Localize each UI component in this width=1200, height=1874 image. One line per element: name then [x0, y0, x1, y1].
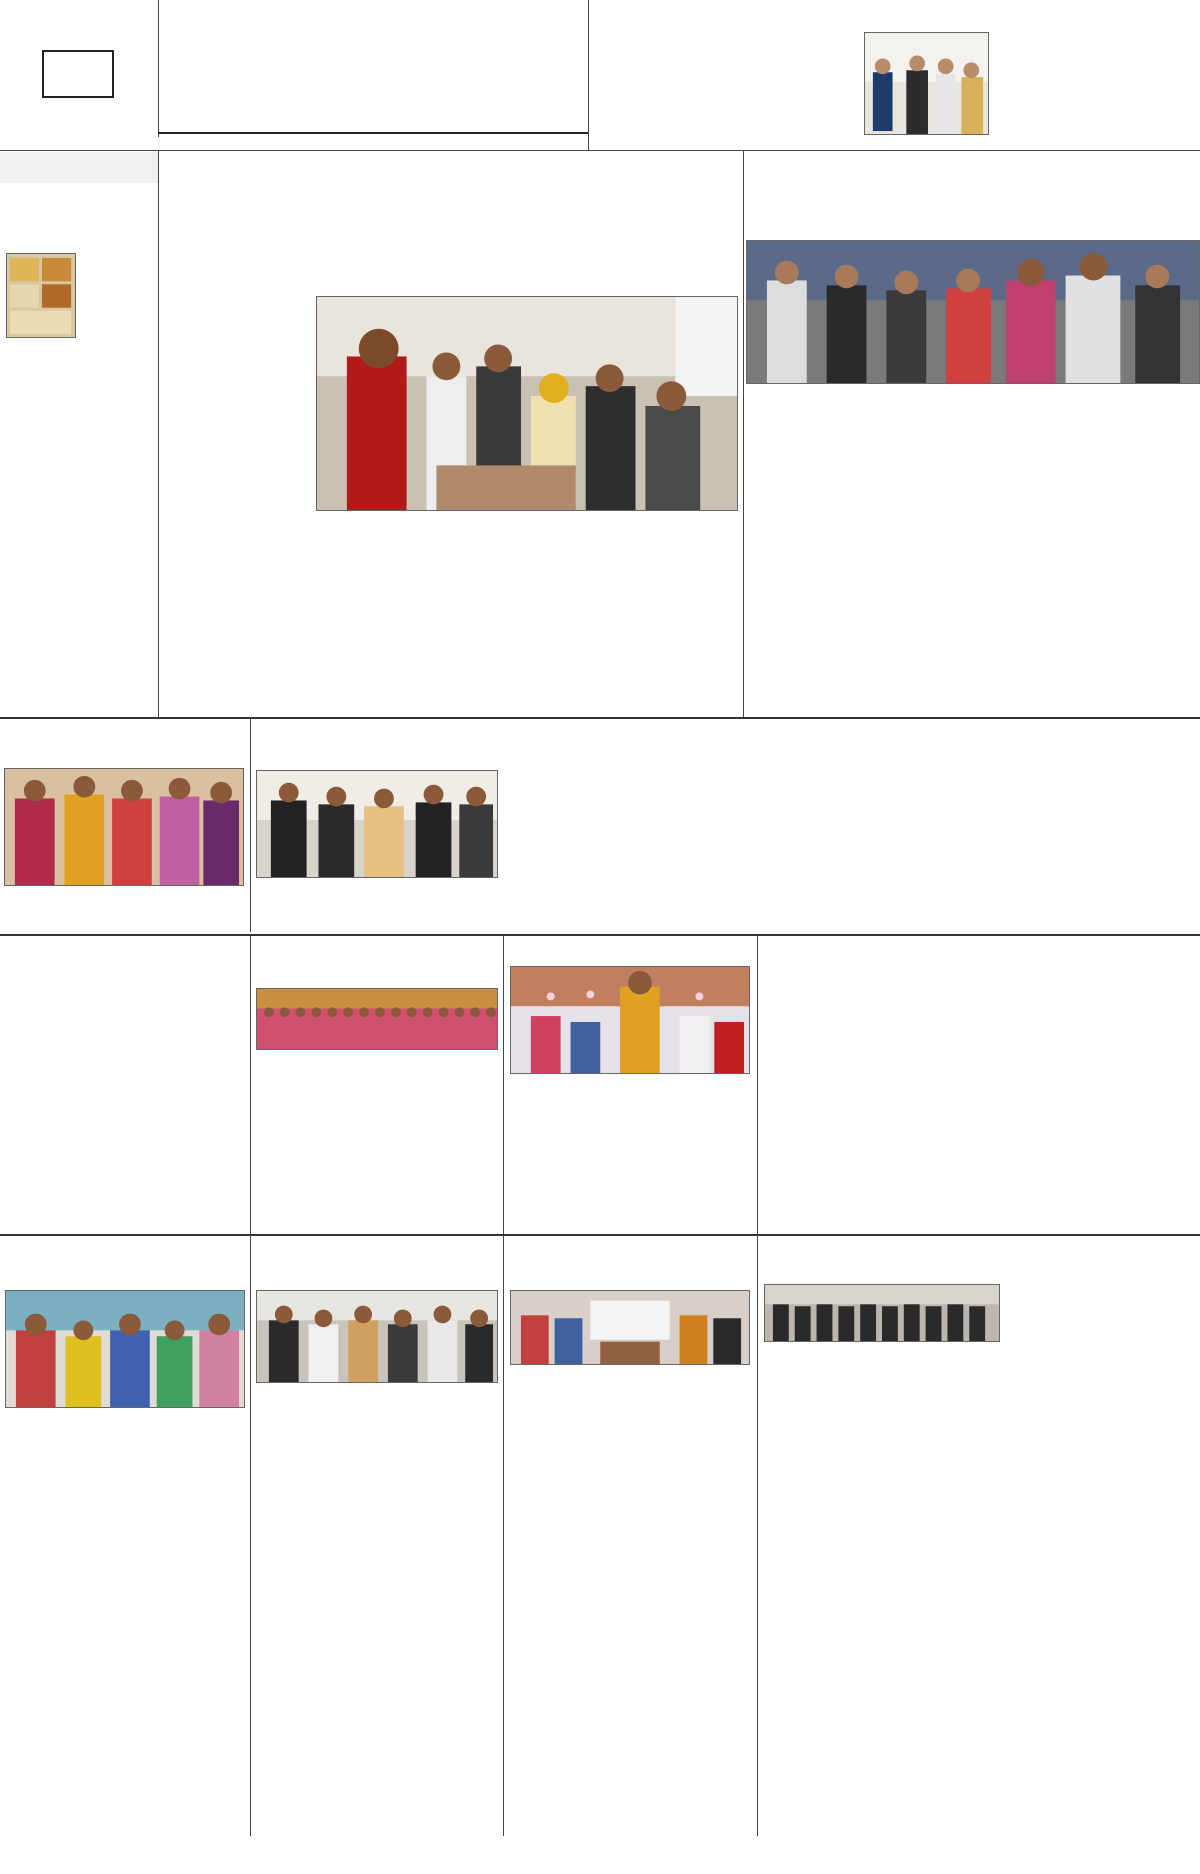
ruchi-col-1: [748, 418, 872, 714]
glance-label: [0, 152, 158, 183]
divider: [250, 719, 251, 932]
news-photo: [864, 32, 989, 135]
ruchi-col-2: [880, 390, 1004, 714]
ruchi-photo: [746, 240, 1200, 384]
divider: [757, 1236, 758, 1836]
row2-story1-photo: [4, 768, 244, 886]
at-a-glance-column: [0, 152, 158, 717]
divider: [0, 1234, 1200, 1236]
row4-story4-photo: [764, 1284, 1000, 1342]
lead-col-2: [316, 515, 450, 715]
row4-story2-photo: [256, 1290, 498, 1383]
divider: [0, 717, 1200, 719]
divider: [250, 936, 251, 1234]
sweets-photo: [6, 253, 76, 338]
divider: [503, 1236, 504, 1836]
divider: [0, 150, 1200, 151]
lead-col-4: [602, 515, 736, 715]
row4-story2-body: [256, 1398, 498, 1558]
lead-col-3: [459, 515, 593, 715]
divider: [158, 150, 159, 717]
row4-story4-body: [764, 1368, 1000, 1558]
divider: [757, 936, 758, 1234]
divider: [743, 150, 744, 717]
row3-story3-body: [510, 1089, 752, 1229]
row4-story3-photo: [510, 1290, 750, 1365]
row2-story2-photo: [256, 770, 498, 878]
row3-story2-photo: [256, 988, 498, 1050]
lead-photo: [316, 296, 738, 511]
divider: [158, 132, 588, 134]
row3-story4-body: [764, 1016, 1000, 1229]
page-badge: [42, 50, 114, 98]
glance-body-side: [76, 253, 81, 338]
lead-col-1: [172, 322, 306, 714]
glance-body-top: [0, 192, 158, 253]
row3-story1-body: [5, 1001, 245, 1229]
glance-body-bottom: [0, 338, 158, 538]
divider: [0, 934, 1200, 936]
divider: [250, 1236, 251, 1836]
row3-story2-body: [256, 1066, 498, 1229]
row4-story3-body: [510, 1380, 752, 1558]
divider: [158, 0, 159, 137]
story-body: [605, 41, 860, 136]
row4-story1-body: [5, 1441, 245, 1561]
row3-story3-photo: [510, 966, 750, 1074]
divider: [503, 936, 504, 1234]
row4-story1-photo: [5, 1290, 245, 1408]
top-right-story: [588, 0, 1200, 150]
